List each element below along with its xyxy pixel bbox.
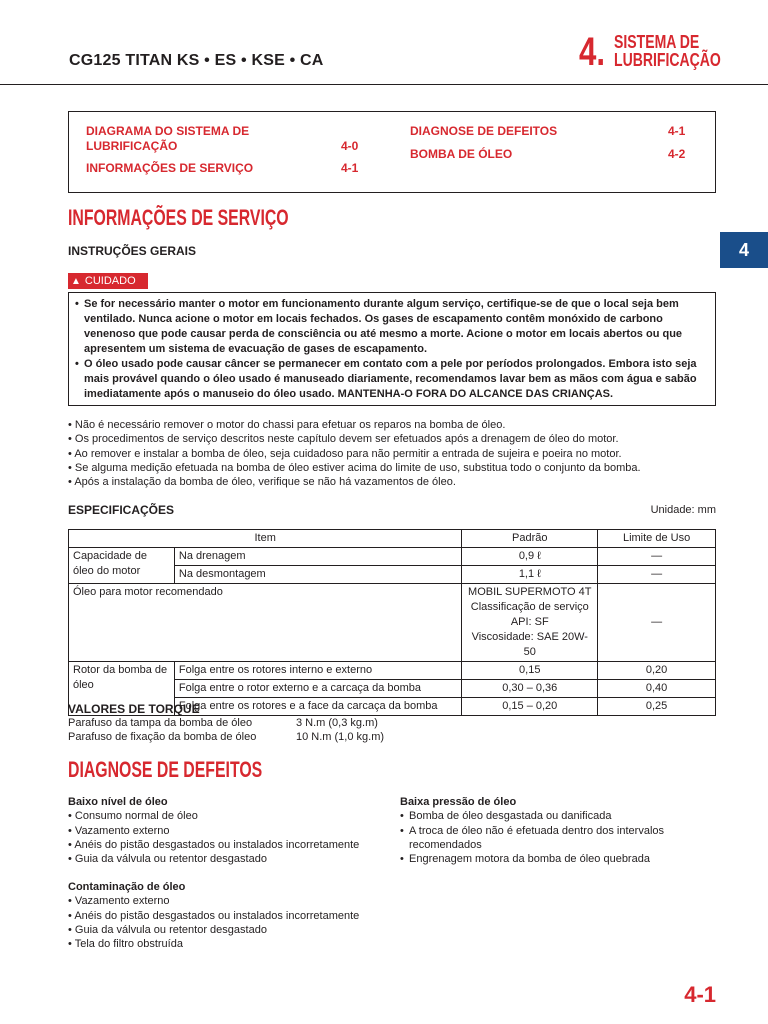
diagnose-group-low-pressure (400, 795, 710, 866)
oil-value (462, 584, 598, 662)
chapter-title-line2: LUBRIFICAÇÃO (614, 50, 721, 70)
table-row (69, 662, 716, 680)
diagnose-group-low-level (68, 795, 393, 866)
rotor-label: Rotor da bomba de óleo (69, 662, 175, 716)
service-notes (68, 418, 728, 489)
list-item: • Engrenagem motora da bomba de óleo quebrada (400, 853, 650, 866)
chapter-side-tab: 4 (720, 232, 768, 268)
torque-heading: VALORES DE TORQUE (68, 702, 200, 716)
chapter-number: 4. (579, 30, 606, 74)
header-limit: Limite de Uso (598, 530, 716, 548)
rotor-std: 0,15 – 0,20 (462, 698, 598, 716)
item-text: Engrenagem motora da bomba de óleo quebrada (409, 853, 650, 866)
page-number: 4-1 (684, 982, 716, 1007)
list-item: • Vazamento externo (68, 895, 170, 908)
list-item: • Vazamento externo (68, 824, 170, 837)
toc-item-diagnose[interactable]: DIAGNOSE DE DEFEITOS (410, 124, 558, 138)
service-info-heading: INFORMAÇÕES DE SERVIÇO (68, 205, 289, 230)
note-text: Se alguma medição efetuada na bomba de óleo estiver acima do limite de uso, substitua todo o conjunto da bomba. (74, 461, 641, 474)
specs-unit: Unidade: mm (650, 504, 716, 516)
specs-table (68, 529, 716, 716)
group-title: Baixa pressão de óleo (400, 796, 517, 808)
oil-brand: MOBIL SUPERMOTO 4T (468, 586, 592, 598)
diagnose-heading: DIAGNOSE DE DEFEITOS (68, 757, 263, 782)
item-text: Vazamento externo (74, 895, 170, 908)
specs-heading: ESPECIFICAÇÕES (68, 503, 175, 517)
disassembly-limit: — (598, 566, 716, 584)
item-text: Bomba de óleo desgastada ou danificada (409, 810, 612, 823)
note-item: • Se alguma medição efetuada na bomba de óleo estiver acima do limite de uso, substitua todo o conjunto da bomba. (68, 461, 641, 474)
chapter-title-line1: SISTEMA DE (614, 32, 700, 52)
torque-value: 3 N.m (0,3 kg.m) (296, 717, 378, 729)
rotor-limit: 0,20 (598, 662, 716, 680)
list-item: • Consumo normal de óleo (68, 810, 198, 823)
chapter-title (614, 33, 721, 69)
list-item: • Guia da válvula ou retentor desgastado (68, 923, 267, 936)
diagnose-group-contamination (68, 880, 393, 951)
rotor-item: Folga entre os rotores e a face da carcaça da bomba (174, 698, 461, 716)
header-divider (0, 84, 768, 85)
note-text: Após a instalação da bomba de óleo, verifique se não há vazamentos de óleo. (74, 476, 456, 489)
rotor-std: 0,30 – 0,36 (462, 680, 598, 698)
rotor-limit: 0,40 (598, 680, 716, 698)
rotor-item: Folga entre o rotor externo e a carcaça da bomba (174, 680, 461, 698)
drain-limit: — (598, 548, 716, 566)
toc-page-diagram: 4-0 (341, 139, 359, 153)
rotor-std: 0,15 (462, 662, 598, 680)
oil-viscosity: Viscosidade: SAE 20W-50 (471, 631, 588, 658)
oil-label: Óleo para motor recomendado (69, 584, 462, 662)
capacity-label: Capacidade de óleo do motor (69, 548, 175, 584)
note-item: • Os procedimentos de serviço descritos neste capítulo devem ser efetuados após a drenagem de óleo do motor. (68, 433, 619, 446)
toc-item-service-info[interactable]: INFORMAÇÕES DE SERVIÇO (86, 161, 254, 175)
note-item: • Ao remover e instalar a bomba de óleo, seja cuidadoso para não permitir a entrada de sujeira e poeira no motor. (68, 447, 622, 460)
toc-item-oil-pump[interactable]: BOMBA DE ÓLEO (410, 147, 513, 161)
rotor-limit: 0,25 (598, 698, 716, 716)
note-text: Ao remover e instalar a bomba de óleo, seja cuidadoso para não permitir a entrada de sujeira e poeira no motor. (74, 447, 622, 460)
toc-item-diagram[interactable]: DIAGRAMA DO SISTEMA DE LUBRIFICAÇÃO (86, 124, 250, 153)
item-text: A troca de óleo não é efetuada dentro dos intervalos recomendados (409, 824, 665, 851)
list-item: • Anéis do pistão desgastados ou instalados incorretamente (68, 909, 360, 922)
torque-value: 10 N.m (1,0 kg.m) (296, 731, 385, 743)
note-item: • Não é necessário remover o motor do chassi para efetuar os reparos na bomba de óleo. (68, 419, 506, 431)
table-row (69, 548, 716, 566)
oil-limit: — (598, 584, 716, 662)
item-text: Anéis do pistão desgastados ou instalados incorretamente (74, 909, 360, 922)
group-title: Baixo nível de óleo (68, 796, 168, 808)
rotor-item: Folga entre os rotores interno e externo (174, 662, 461, 680)
item-text: Guia da válvula ou retentor desgastado (74, 923, 267, 936)
note-text: Não é necessário remover o motor do chassi para efetuar os reparos na bomba de óleo. (74, 419, 506, 431)
oil-api: API: SF (510, 616, 549, 628)
group-title: Contaminação de óleo (68, 881, 186, 893)
item-text: Tela do filtro obstruída (74, 938, 183, 951)
list-item: • Tela do filtro obstruída (68, 938, 183, 951)
disassembly-label: Na desmontagem (174, 566, 461, 584)
toc-page-service-info: 4-1 (341, 161, 359, 175)
list-item: • Anéis do pistão desgastados ou instalados incorretamente (68, 838, 360, 851)
item-text: Anéis do pistão desgastados ou instalados incorretamente (74, 838, 360, 851)
warning-text: Se for necessário manter o motor em funcionamento durante algum serviço, certifique-se de que o local seja bem ventilado. Nunca acione o motor em locais fechados. Os gases de escapamento contêm monóxido de carbono venenoso que pode causar perda de consciência ou até mesmo a morte. Acione o motor em locais abertos ou que apresentem um sistema de evacuação de gases de escapamento. (84, 298, 683, 355)
warning-text: O óleo usado pode causar câncer se permanecer em contato com a pele por períodos prolongados. Embora isto seja mais provável quando o óleo usado é manuseado diariamente, recomendamos lavar bem as mãos com água e sabão imediatamente após o manuseio do óleo usado. MANTENHA-O FORA DO ALCANCE DAS CRIANÇAS. (84, 358, 697, 400)
disassembly-value: 1,1 ℓ (462, 566, 598, 584)
table-header-row (69, 530, 716, 548)
list-item: • Guia da válvula ou retentor desgastado (68, 853, 267, 866)
model-title: CG125 TITAN KS • ES • KSE • CA (69, 52, 324, 69)
caution-label (68, 273, 148, 289)
torque-item: Parafuso da tampa da bomba de óleo (68, 717, 253, 729)
warning-item: • Se for necessário manter o motor em funcionamento durante algum serviço, certifique-se de que o local seja bem ventilado. Nunca acione o motor em locais fechados. Os gases de escapamento contêm monóxido de carbono venenoso que pode causar perda de consciência ou até mesmo a morte. Acione o motor em locais abertos ou que apresentem um sistema de evacuação de gases de escapamento. (75, 297, 709, 357)
item-text: Consumo normal de óleo (74, 810, 198, 823)
header-item: Item (69, 530, 462, 548)
note-text: Os procedimentos de serviço descritos neste capítulo devem ser efetuados após a drenagem de óleo do motor. (74, 433, 619, 446)
list-item: • Bomba de óleo desgastada ou danificada (400, 810, 612, 823)
warning-item: • O óleo usado pode causar câncer se permanecer em contato com a pele por períodos prolongados. Embora isto seja mais provável quando o óleo usado é manuseado diariamente, recomendamos lavar bem as mãos com água e sabão imediatamente após o manuseio do óleo usado. MANTENHA-O FORA DO ALCANCE DAS CRIANÇAS. (75, 357, 709, 402)
drain-value: 0,9 ℓ (462, 548, 598, 566)
general-instructions-heading: INSTRUÇÕES GERAIS (68, 244, 197, 258)
toc-page-diagnose: 4-1 (668, 124, 686, 138)
header-standard: Padrão (462, 530, 598, 548)
table-row (69, 584, 716, 662)
torque-item: Parafuso de fixação da bomba de óleo (68, 731, 257, 743)
list-item: • A troca de óleo não é efetuada dentro dos intervalos recomendados (400, 824, 710, 853)
drain-label: Na drenagem (174, 548, 461, 566)
oil-classification-label: Classificação de serviço (470, 601, 589, 613)
caution-box (68, 292, 716, 406)
item-text: Vazamento externo (74, 824, 170, 837)
caution-text: CUIDADO (84, 275, 136, 287)
item-text: Guia da válvula ou retentor desgastado (74, 853, 267, 866)
note-item: • Após a instalação da bomba de óleo, verifique se não há vazamentos de óleo. (68, 476, 456, 489)
warning-triangle-icon: ▲ (71, 276, 81, 287)
toc-page-oil-pump: 4-2 (668, 147, 686, 161)
